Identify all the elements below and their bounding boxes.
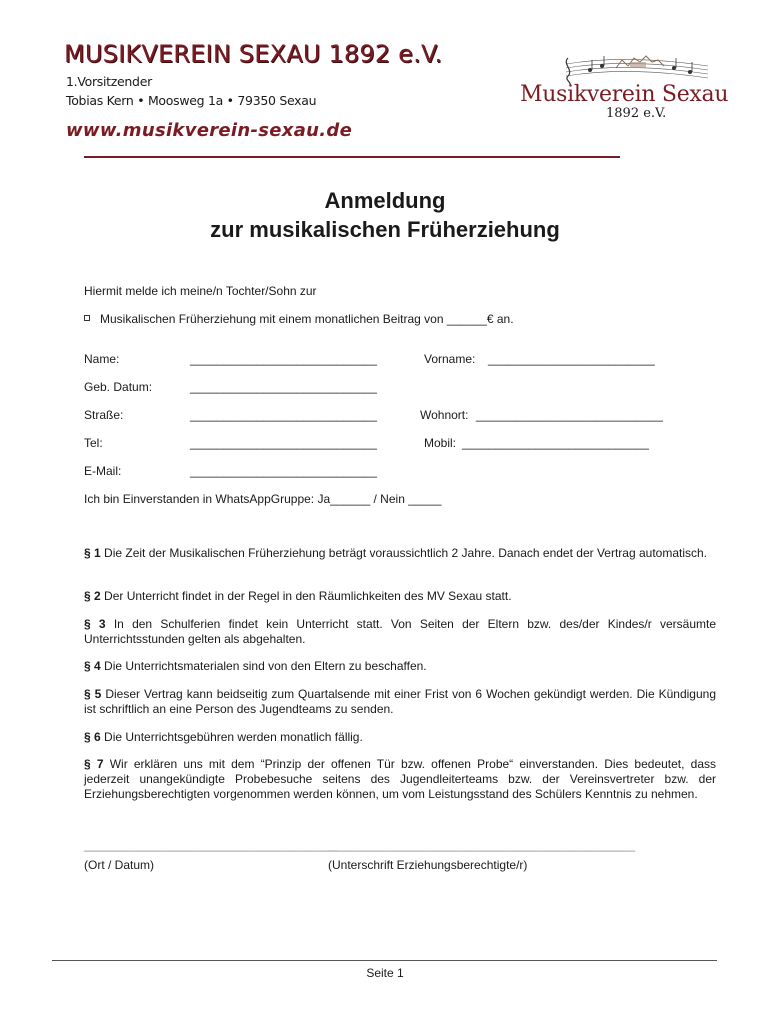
birthdate-field[interactable]: ____________________________ (190, 380, 377, 394)
name-field[interactable]: ____________________________ (190, 352, 377, 366)
tel-field[interactable]: ____________________________ (190, 436, 377, 450)
signature-line[interactable]: ______________________________________________ (328, 838, 635, 852)
clause-text: Die Unterrichtsgebühren werden monatlich fällig. (100, 730, 363, 744)
logo-year: 1892 e.V. (606, 106, 667, 121)
clause-number: § 7 (84, 757, 104, 771)
clause-text: Wir erklären uns mit dem “Prinzip der offenen Tür bzw. offenen Probe“ einverstanden. Dies bedeutet, dass jederzeit unangekündigte Probebesuche seitens des Jugendleiterteams bzw. der Vereinsvertreter bzw. der Erziehungsberechtigten vorgenommen werden können, um vom Leistungsstand des Schülers Kenntnis zu nehmen. (84, 757, 716, 801)
website-link[interactable]: www.musikverein-sexau.de (66, 120, 353, 141)
document-title: Anmeldung (324, 188, 446, 213)
vorname-label: Vorname: (424, 352, 476, 366)
footer-divider (52, 960, 717, 961)
clause-5 (84, 687, 716, 717)
header-divider (84, 156, 620, 158)
mobil-field[interactable]: ____________________________ (462, 436, 649, 450)
mobil-label: Mobil: (424, 436, 457, 450)
logo-name: Musikverein Sexau (520, 82, 729, 107)
tel-label: Tel: (84, 436, 103, 450)
option-label: Musikalischen Früherziehung mit einem monatlichen Beitrag von ______€ an. (100, 312, 514, 326)
organization-title: MUSIKVEREIN SEXAU 1892 e.V. (64, 40, 443, 68)
option-checkbox[interactable] (84, 315, 90, 321)
clause-text: Die Zeit der Musikalischen Früherziehung beträgt voraussichtlich 2 Jahre. Danach endet der Vertrag automatisch. (100, 546, 707, 560)
clause-number: § 6 (84, 730, 101, 744)
place-date-label: (Ort / Datum) (84, 858, 155, 872)
whatsapp-consent[interactable]: Ich bin Einverstanden in WhatsAppGruppe: Ja______ / Nein _____ (84, 492, 442, 506)
clause-text: Dieser Vertrag kann beidseitig zum Quartalsende mit einer Frist von 6 Wochen gekündigt werden. Die Kündigung ist schriftlich an eine Person des Jugendteams zu senden. (84, 687, 716, 716)
signature-label: (Unterschrift Erziehungsberechtigte/r) (328, 858, 528, 872)
intro-text: Hiermit melde ich meine/n Tochter/Sohn zur (84, 284, 317, 298)
place-date-line[interactable]: ______________________________________ (84, 838, 338, 852)
email-field[interactable]: ____________________________ (190, 464, 377, 478)
clause-text: Der Unterricht findet in der Regel in den Räumlichkeiten des MV Sexau statt. (100, 589, 512, 603)
clause-7 (84, 757, 716, 802)
clause-number: § 2 (84, 589, 101, 603)
clause-4 (84, 659, 716, 674)
clause-number: § 4 (84, 659, 101, 673)
street-field[interactable]: ____________________________ (190, 408, 377, 422)
document-subtitle: zur musikalischen Früherziehung (210, 217, 560, 242)
clause-3 (84, 617, 716, 647)
name-label: Name: (84, 352, 120, 366)
chair-address: Tobias Kern • Moosweg 1a • 79350 Sexau (66, 93, 317, 108)
clause-text: Die Unterrichtsmaterialen sind von den Eltern zu beschaffen. (100, 659, 427, 673)
vorname-field[interactable]: _________________________ (488, 352, 655, 366)
page-number: Seite 1 (366, 966, 404, 980)
clause-text: In den Schulferien findet kein Unterricht statt. Von Seiten der Eltern bzw. des/der Kindes/r versäumte Unterrichtsstunden gelten als abgehalten. (84, 617, 717, 646)
clause-number: § 1 (84, 546, 101, 560)
email-label: E-Mail: (84, 464, 122, 478)
clause-6 (84, 730, 716, 745)
clause-2 (84, 589, 716, 604)
chair-label: 1.Vorsitzender (66, 74, 152, 89)
birthdate-label: Geb. Datum: (84, 380, 153, 394)
wohnort-field[interactable]: ____________________________ (476, 408, 663, 422)
option-row (84, 312, 514, 326)
wohnort-label: Wohnort: (420, 408, 469, 422)
street-label: Straße: (84, 408, 124, 422)
clause-1 (84, 546, 716, 561)
clause-number: § 3 (84, 617, 106, 631)
clause-number: § 5 (84, 687, 102, 701)
